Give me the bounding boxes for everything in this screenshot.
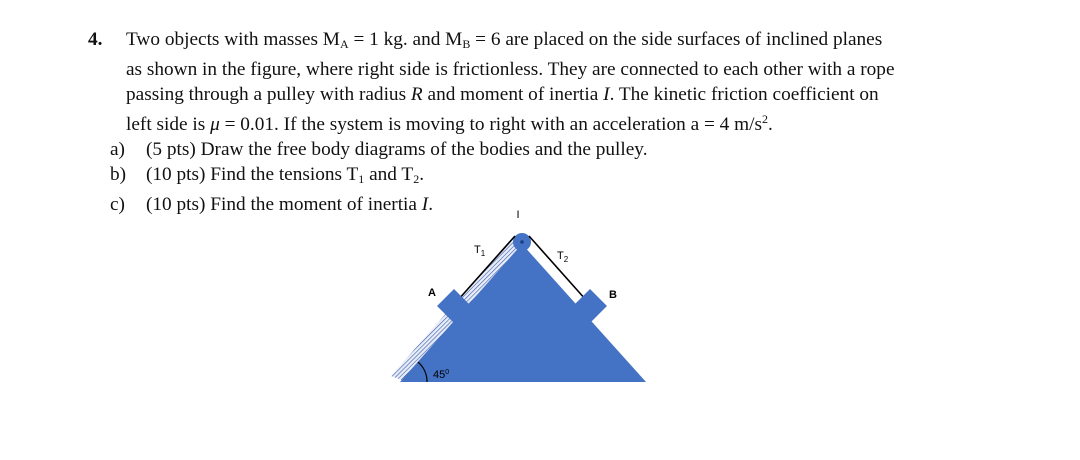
stmt-text: passing through a pulley with radius: [126, 84, 411, 105]
tension-1-sub: 1: [480, 249, 486, 258]
angle-value: 45: [433, 369, 446, 381]
tension-1-subscript: 1: [358, 172, 365, 186]
mu-symbol: μ: [210, 114, 220, 135]
block-b-label: B: [609, 289, 617, 301]
statement-line-1: [126, 27, 1008, 57]
statement-line-2: as shown in the figure, where right side is frictionless. They are connected to each other with a rope: [126, 59, 895, 80]
inclined-planes-figure: [380, 196, 670, 401]
part-text: (5 pts) Draw the free body diagrams of the bodies and the pulley.: [146, 139, 648, 160]
angle-degree: 0: [445, 369, 450, 376]
part-text: .: [428, 194, 434, 215]
part-label: a): [110, 139, 125, 160]
stmt-text: left side is: [126, 114, 211, 135]
tension-2-sub: 2: [563, 255, 569, 264]
inertia-symbol: I: [421, 194, 429, 215]
tension-1-letter: T: [474, 244, 481, 256]
tension-2-subscript: 2: [413, 172, 420, 186]
mass-b-subscript: B: [462, 37, 471, 51]
stmt-text: = 0.01. If the system is moving to right with an acceleration a = 4 m/s: [219, 114, 763, 135]
tension-2-letter: T: [557, 250, 564, 262]
stmt-text: .: [768, 114, 773, 135]
stmt-text: . The kinetic friction coefficient on: [609, 84, 879, 105]
stmt-text: and moment of inertia: [422, 84, 604, 105]
part-a: [110, 137, 1008, 162]
part-text: (10 pts) Find the moment of inertia: [146, 194, 422, 215]
pulley-label: I: [516, 209, 520, 221]
statement-line-4: [126, 107, 1008, 137]
figure-svg: [380, 196, 670, 396]
unit-exponent: 2: [762, 112, 769, 126]
block-a-label: A: [428, 287, 436, 299]
problem-number: 4.: [88, 29, 103, 50]
stmt-text: = 1 kg. and M: [348, 29, 463, 50]
part-text: .: [419, 164, 425, 185]
stmt-text: Two objects with masses M: [126, 29, 340, 50]
part-label: b): [110, 164, 127, 185]
part-text: (10 pts) Find the tensions T: [146, 164, 359, 185]
statement-line-3: [126, 82, 1008, 107]
stmt-text: = 6 are placed on the side surfaces of inclined planes: [470, 29, 883, 50]
problem-4: [88, 27, 1008, 217]
tension-2-label: [557, 250, 569, 264]
mass-a-subscript: A: [339, 37, 349, 51]
part-b: [110, 162, 1008, 192]
incline-triangle: [400, 244, 646, 382]
part-label: c): [110, 194, 125, 215]
pulley-axle: [520, 240, 524, 244]
tension-1-label: [474, 244, 486, 258]
radius-symbol: R: [410, 84, 423, 105]
inertia-symbol: I: [603, 84, 610, 105]
part-text: and T: [364, 164, 414, 185]
